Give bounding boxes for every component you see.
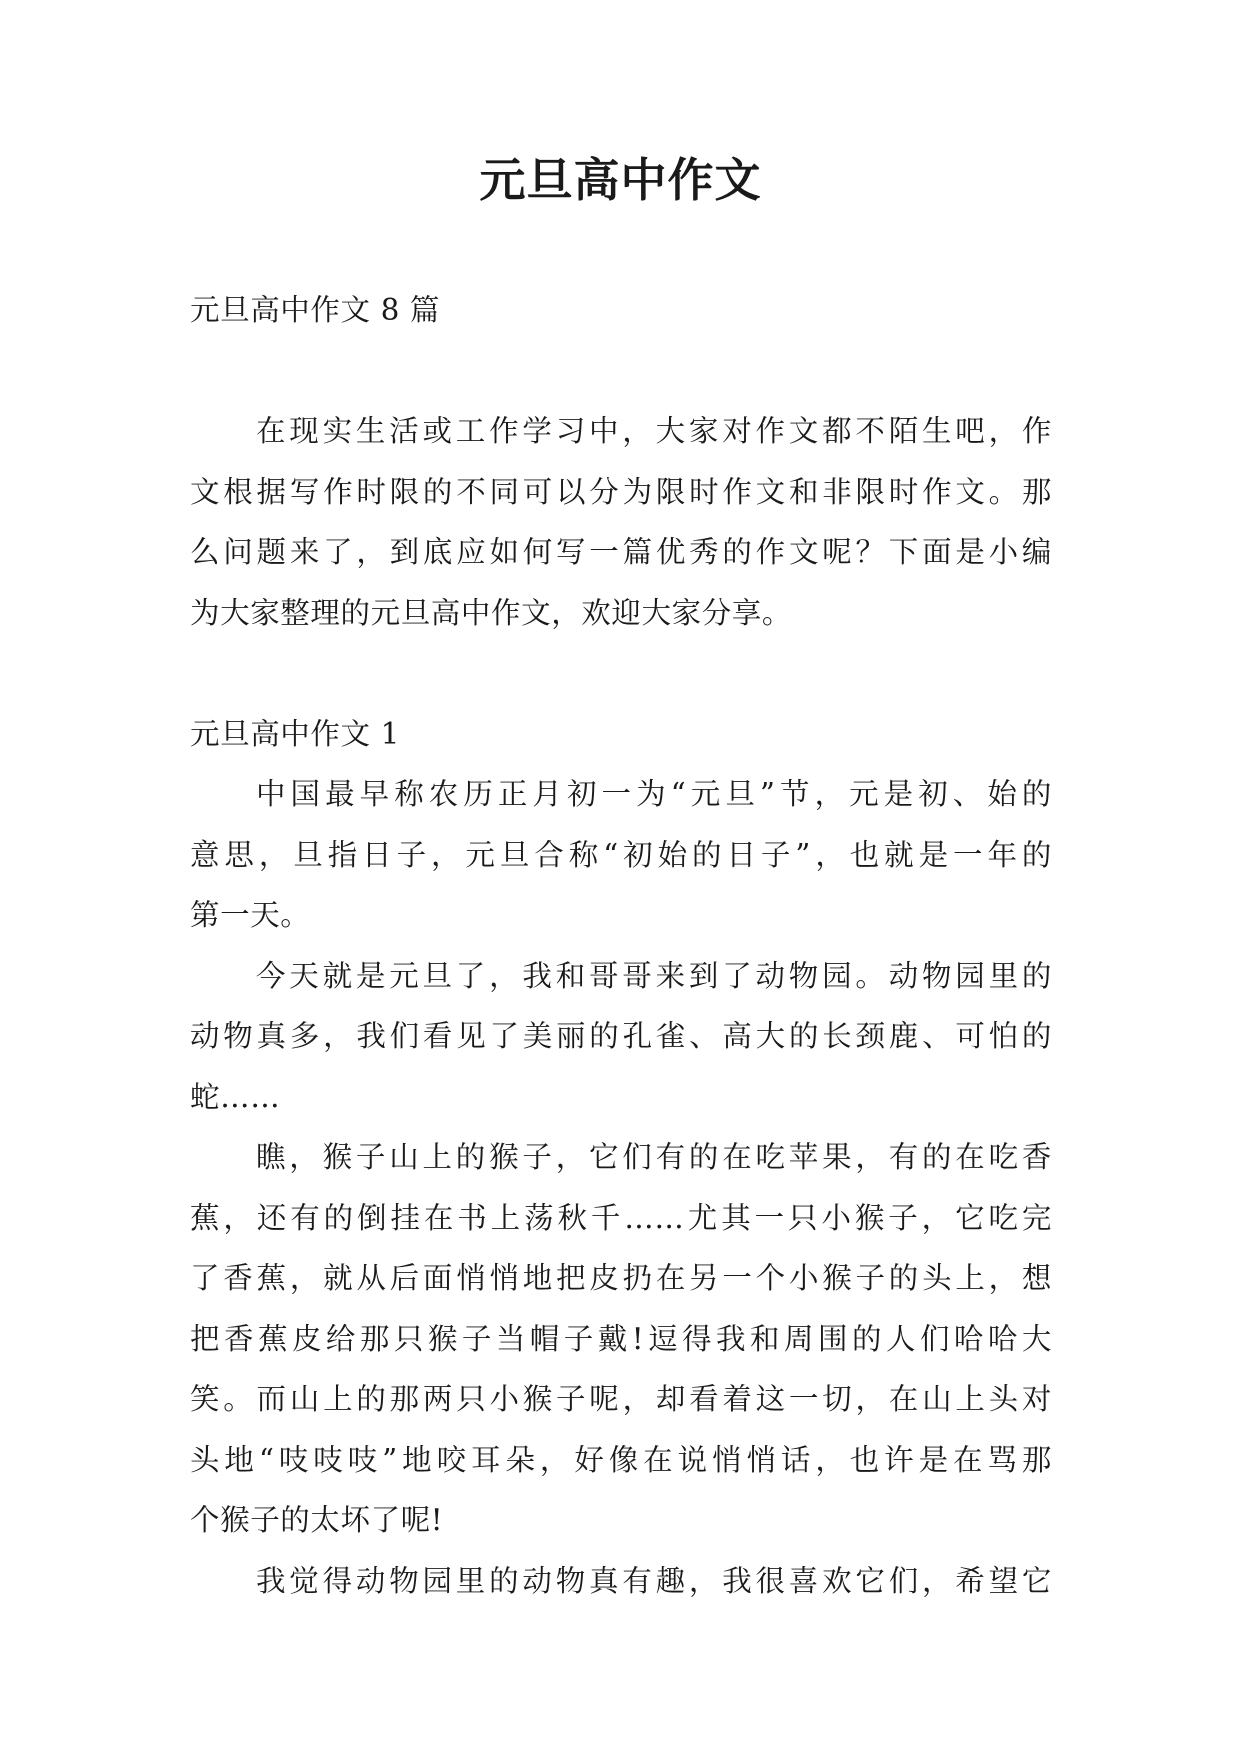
paragraph-line: 头地“吱吱吱”地咬耳朵，好像在说悄悄话，也许是在骂那 xyxy=(190,1442,1052,1477)
paragraph-line: 个猴子的太坏了呢! xyxy=(190,1503,444,1537)
paragraph-line: 为大家整理的元旦高中作文，欢迎大家分享。 xyxy=(190,595,793,630)
paragraph-line: 把香蕉皮给那只猴子当帽子戴!逗得我和周围的人们哈哈大 xyxy=(190,1321,1052,1356)
spacer xyxy=(190,643,1052,704)
paragraph-line: 蕉，还有的倒挂在书上荡秋千……尤其一只小猴子，它吃完 xyxy=(190,1200,1052,1235)
paragraph-line: 文根据写作时限的不同可以分为限时作文和非限时作文。那 xyxy=(190,474,1052,509)
paragraph-line: 第一天。 xyxy=(190,898,311,932)
essay-paragraph-3 xyxy=(190,1127,1052,1551)
essay-paragraph-1 xyxy=(190,764,1052,946)
paragraph-line: 蛇…… xyxy=(190,1079,281,1114)
paragraph-line: 在现实生活或工作学习中，大家对作文都不陌生吧，作 xyxy=(256,414,1052,448)
paragraph-line: 么问题来了，到底应如何写一篇优秀的作文呢？下面是小编 xyxy=(190,535,1052,569)
paragraph-line: 意思，旦指日子，元旦合称“初始的日子”，也就是一年的 xyxy=(190,837,1052,872)
paragraph-line: 中国最早称农历正月初一为“元旦”节，元是初、始的 xyxy=(256,777,1052,811)
document-title: 元旦高中作文 xyxy=(479,153,762,207)
paragraph-line: 动物真多，我们看见了美丽的孔雀、高大的长颈鹿、可怕的 xyxy=(190,1019,1052,1053)
paragraph-line: 我觉得动物园里的动物真有趣，我很喜欢它们，希望它 xyxy=(256,1563,1052,1598)
essay-paragraph-4 xyxy=(190,1551,1052,1612)
intro-paragraph xyxy=(190,401,1052,643)
essay-heading: 元旦高中作文 1 xyxy=(190,716,400,751)
paragraph-line: 了香蕉，就从后面悄悄地把皮扔在另一个小猴子的头上，想 xyxy=(190,1261,1052,1295)
essay-paragraph-2 xyxy=(190,946,1052,1128)
document-body xyxy=(190,280,1052,1611)
document-subtitle: 元旦高中作文 8 篇 xyxy=(190,293,441,327)
spacer xyxy=(190,341,1052,402)
paragraph-line: 今天就是元旦了，我和哥哥来到了动物园。动物园里的 xyxy=(256,958,1052,993)
paragraph-line: 瞧，猴子山上的猴子，它们有的在吃苹果，有的在吃香 xyxy=(256,1140,1052,1174)
paragraph-line: 笑。而山上的那两只小猴子呢，却看着这一切，在山上头对 xyxy=(190,1382,1052,1416)
